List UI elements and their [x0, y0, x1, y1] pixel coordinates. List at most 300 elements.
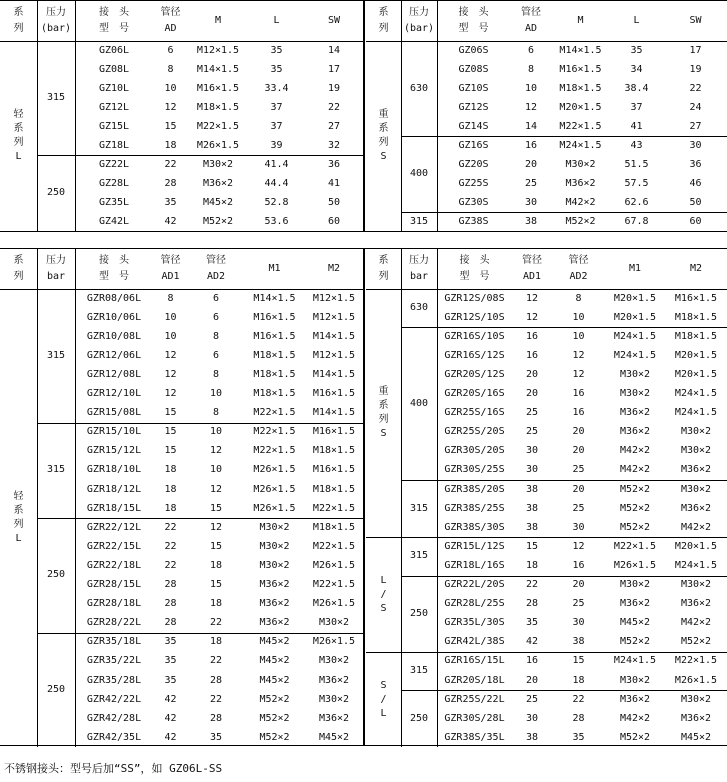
t2-right-cell-m1: M26×1.5 — [613, 559, 657, 571]
t2-left-cell-m2: M16×1.5 — [312, 464, 356, 476]
t2-right-cell-model: GZR16S/10S — [444, 330, 505, 342]
t2-right-cell-m2: M24×1.5 — [674, 407, 718, 419]
t2-right-cell-ad1: 38 — [525, 502, 539, 514]
t2-right-cell-model: GZR30S/20S — [444, 445, 505, 457]
t1-right-cell-l: 35 — [630, 44, 643, 56]
t1-right-cell-sw: 50 — [689, 196, 702, 208]
t2-left-cell-ad2: 10 — [209, 388, 223, 400]
t2-left-cell-model: GZR18/15L — [86, 502, 142, 514]
t2-left-cell-ad2: 22 — [209, 655, 223, 667]
t2-right-cell-ad2: 30 — [572, 521, 585, 533]
t1-left-cell-l: 53.6 — [264, 215, 289, 227]
t1-right-header-series: 系 列 — [378, 7, 389, 34]
t1-right-header-model: 接 头 型 号 — [458, 7, 489, 34]
t2-left-cell-m2: M30×2 — [318, 693, 350, 705]
t2-left-cell-m2: M12×1.5 — [312, 349, 356, 361]
t2-right-cell-m1: M22×1.5 — [613, 540, 657, 552]
t2-right-cell-m2: M20×1.5 — [674, 368, 718, 380]
t2-right-cell-model: GZR28L/25S — [444, 598, 505, 610]
t1-right-cell-m: M18×1.5 — [559, 82, 602, 94]
t2-right-cell-m2: M26×1.5 — [674, 674, 718, 686]
t2-right-cell-m1: M30×2 — [619, 579, 651, 591]
t1-left-cell-sw: 19 — [327, 82, 341, 94]
t2-left-pressure-cell: 250 — [46, 569, 66, 581]
t2-left-cell-m2: M18×1.5 — [312, 521, 356, 533]
t2-left-cell-m2: M22×1.5 — [312, 540, 356, 552]
t1-left-cell-l: 35 — [270, 44, 283, 56]
t2-right-cell-m2: M16×1.5 — [674, 292, 718, 304]
column-divider — [37, 1, 38, 231]
t2-right-cell-m2: M36×2 — [680, 598, 712, 610]
t2-left-cell-ad1: 18 — [164, 483, 177, 495]
t2-right-cell-m1: M52×2 — [619, 483, 651, 495]
t2-left-cell-m2: M14×1.5 — [312, 407, 356, 419]
t2-left-pressure-cell: 315 — [46, 464, 66, 476]
t2-left-cell-model: GZR42/22L — [86, 693, 142, 705]
t2-left-cell-ad2: 18 — [209, 598, 223, 610]
t2-right-cell-m2: M36×2 — [680, 464, 712, 476]
t2-left-cell-ad1: 28 — [164, 617, 177, 629]
t2-left-cell-ad2: 12 — [209, 483, 223, 495]
t2-right-cell-m1: M52×2 — [619, 636, 651, 648]
t2-left-cell-model: GZR28/18L — [86, 598, 142, 610]
t1-right-cell-l: 57.5 — [624, 177, 649, 189]
t1-left-cell-sw: 14 — [327, 44, 341, 56]
t1-left-cell-m: M36×2 — [202, 177, 234, 189]
t1-left-header-tube_od: 管径 AD — [160, 7, 181, 34]
t1-left-cell-l: 35 — [270, 63, 283, 75]
column-divider — [401, 249, 402, 747]
table-light-heavy-connectors — [0, 0, 727, 232]
t2-right-cell-m1: M20×1.5 — [613, 292, 657, 304]
t1-left-cell-tube_od: 22 — [164, 158, 177, 170]
t1-left-cell-tube_od: 18 — [164, 139, 177, 151]
t2-left-cell-ad2: 28 — [209, 712, 223, 724]
t2-right-header-ad1: 管径 AD1 — [522, 255, 542, 282]
t2-right-cell-ad1: 22 — [525, 579, 539, 591]
t2-left-cell-ad1: 22 — [164, 540, 177, 552]
t2-left-cell-m2: M16×1.5 — [312, 426, 356, 438]
t2-right-cell-ad2: 30 — [572, 617, 585, 629]
t1-right-pressure-cell: 630 — [409, 82, 429, 94]
t2-left-cell-ad2: 15 — [209, 502, 223, 514]
t1-right-header-tube_od: 管径 AD — [521, 7, 541, 34]
t2-left-header-m1: M1 — [268, 263, 281, 274]
t2-left-cell-ad1: 42 — [164, 731, 177, 743]
t1-left-cell-l: 37 — [270, 120, 283, 132]
t2-right-pressure-cell: 250 — [409, 712, 429, 724]
t1-right-pressure-cell: 400 — [409, 168, 429, 179]
t2-left-cell-ad2: 8 — [212, 330, 220, 342]
t2-right-cell-m1: M36×2 — [619, 598, 651, 610]
t1-left-pressure-cell: 250 — [46, 187, 66, 198]
t2-left-cell-m2: M14×1.5 — [312, 330, 356, 342]
t2-left-cell-model: GZR10/08L — [86, 330, 142, 342]
t2-left-cell-model: GZR10/06L — [86, 311, 142, 323]
t2-left-header-ad2: 管径 AD2 — [206, 255, 226, 282]
t1-left-series-cell: 轻 系 列 L — [13, 109, 24, 162]
t2-right-cell-ad1: 20 — [525, 674, 539, 686]
t2-right-cell-ad2: 20 — [572, 483, 585, 495]
table-center-divider — [363, 1, 365, 231]
t1-right-header-l: L — [633, 15, 640, 26]
t2-left-cell-ad2: 28 — [209, 674, 223, 686]
t2-left-cell-m1: M26×1.5 — [253, 483, 296, 495]
t1-left-cell-model: GZ15L — [98, 120, 130, 132]
t2-right-cell-ad2: 16 — [572, 559, 585, 571]
t2-left-cell-ad2: 15 — [209, 540, 223, 552]
t2-left-cell-ad2: 18 — [209, 559, 223, 571]
t2-right-cell-ad1: 15 — [525, 540, 539, 552]
t2-left-cell-ad1: 35 — [164, 674, 177, 686]
t2-left-cell-ad1: 10 — [164, 330, 177, 342]
t2-left-cell-model: GZR42/28L — [86, 712, 142, 724]
t2-right-cell-m2: M30×2 — [680, 445, 712, 457]
t2-left-cell-model: GZR28/22L — [86, 617, 142, 629]
t1-right-cell-sw: 46 — [689, 177, 702, 189]
t2-right-header-ad2: 管径 AD2 — [568, 255, 589, 282]
t1-left-header-m: M — [214, 15, 222, 26]
t1-right-cell-model: GZ10S — [458, 82, 489, 94]
t2-right-cell-ad1: 18 — [525, 559, 539, 571]
t1-right-cell-l: 34 — [630, 63, 643, 75]
t1-right-cell-l: 62.6 — [624, 196, 649, 208]
t1-left-header-pressure: 压力 (bar) — [40, 7, 72, 34]
t1-right-cell-model: GZ25S — [458, 177, 489, 189]
t1-left-cell-sw: 60 — [327, 215, 341, 227]
table-center-divider — [363, 249, 365, 745]
t2-left-cell-m2: M14×1.5 — [312, 368, 356, 380]
column-divider — [437, 1, 438, 231]
t1-right-cell-tube_od: 10 — [524, 82, 538, 94]
t2-left-cell-model: GZR22/15L — [86, 540, 142, 552]
t2-right-cell-m1: M52×2 — [619, 502, 651, 514]
t2-right-cell-model: GZR16S/15L — [444, 655, 505, 667]
t2-right-cell-model: GZR16S/12S — [444, 349, 505, 361]
t2-left-cell-model: GZR35/28L — [86, 674, 142, 686]
t2-right-series-cell: L / S — [380, 574, 387, 614]
t2-left-cell-m1: M36×2 — [259, 617, 290, 629]
t2-left-cell-ad2: 8 — [212, 407, 220, 419]
t2-right-cell-ad2: 12 — [572, 349, 585, 361]
t1-left-cell-sw: 41 — [327, 177, 341, 189]
t2-right-cell-model: GZR20S/18L — [444, 674, 505, 686]
t2-right-cell-ad2: 22 — [572, 693, 585, 705]
t2-left-cell-m2: M22×1.5 — [312, 579, 356, 591]
t2-right-cell-m2: M22×1.5 — [674, 655, 718, 667]
t2-right-cell-model: GZR42L/38S — [444, 636, 505, 648]
t2-left-cell-ad1: 18 — [164, 502, 177, 514]
t2-left-header-m2: M2 — [327, 263, 341, 274]
t2-left-cell-m1: M18×1.5 — [253, 388, 296, 400]
t1-left-cell-l: 33.4 — [264, 82, 289, 94]
t2-left-header-model: 接 头 型 号 — [99, 255, 129, 282]
column-divider — [75, 1, 76, 231]
t2-right-cell-ad2: 20 — [572, 445, 585, 457]
t2-right-cell-m1: M42×2 — [619, 712, 651, 724]
t2-right-cell-model: GZR38S/25S — [444, 502, 505, 514]
t1-right-cell-model: GZ16S — [458, 139, 489, 151]
t2-left-cell-model: GZR15/12L — [86, 445, 142, 457]
t2-left-cell-m1: M52×2 — [259, 712, 290, 724]
t1-left-cell-model: GZ08L — [98, 63, 130, 75]
t2-right-cell-ad1: 20 — [525, 388, 539, 400]
t1-right-cell-m: M14×1.5 — [559, 44, 602, 56]
t1-right-cell-l: 51.5 — [624, 158, 649, 170]
t2-left-cell-ad2: 22 — [209, 617, 223, 629]
t1-left-cell-model: GZ42L — [98, 215, 130, 227]
t2-right-cell-model: GZR25S/16S — [444, 407, 505, 419]
t2-right-cell-ad2: 10 — [572, 311, 585, 323]
t2-left-cell-m1: M18×1.5 — [253, 368, 296, 380]
t2-right-cell-ad1: 25 — [525, 426, 539, 438]
t2-left-cell-m1: M45×2 — [259, 655, 290, 667]
t2-left-cell-m1: M26×1.5 — [253, 464, 296, 476]
t2-right-cell-ad2: 25 — [572, 598, 585, 610]
t2-left-header-series: 系 列 — [13, 255, 24, 282]
t2-left-cell-ad1: 35 — [164, 655, 177, 667]
t1-left-cell-m: M18×1.5 — [196, 101, 240, 113]
t2-right-cell-ad2: 16 — [572, 388, 585, 400]
t2-right-cell-m1: M24×1.5 — [613, 349, 657, 361]
t1-left-cell-m: M12×1.5 — [196, 44, 240, 56]
t2-right-cell-ad2: 8 — [575, 292, 582, 304]
t2-right-cell-ad1: 30 — [525, 445, 539, 457]
t2-left-cell-model: GZR35/18L — [86, 636, 142, 648]
t1-right-cell-tube_od: 12 — [524, 101, 538, 113]
t1-left-cell-tube_od: 28 — [164, 177, 177, 189]
t2-right-cell-m2: M24×1.5 — [674, 559, 718, 571]
t2-left-cell-ad2: 6 — [212, 292, 220, 304]
t2-right-cell-ad1: 38 — [525, 731, 539, 743]
t1-right-cell-m: M22×1.5 — [559, 120, 602, 132]
t2-right-series-cell: S / L — [380, 679, 387, 719]
t2-right-cell-model: GZR18L/16S — [444, 559, 505, 571]
t2-left-cell-ad1: 22 — [164, 521, 177, 533]
t1-left-cell-model: GZ22L — [98, 158, 130, 170]
t2-left-cell-model: GZR22/12L — [86, 521, 142, 533]
t1-right-cell-model: GZ30S — [458, 196, 489, 208]
t2-right-cell-m1: M36×2 — [619, 407, 651, 419]
t2-right-cell-ad1: 38 — [525, 521, 539, 533]
t2-left-cell-model: GZR18/10L — [86, 464, 142, 476]
t1-right-cell-model: GZ38S — [458, 215, 489, 227]
t1-right-header-m: M — [577, 15, 584, 26]
t1-right-cell-m: M24×1.5 — [559, 139, 602, 151]
t2-left-cell-ad2: 15 — [209, 579, 223, 591]
t2-left-cell-m2: M36×2 — [318, 712, 350, 724]
t2-right-cell-ad1: 12 — [525, 292, 539, 304]
t2-right-cell-model: GZR20S/16S — [444, 388, 505, 400]
footer-note: 不锈钢接头：型号后加“SS”，如 GZ06L-SS — [4, 762, 223, 775]
t1-right-cell-model: GZ20S — [458, 158, 489, 170]
t2-left-cell-model: GZR35/22L — [86, 655, 142, 667]
t2-left-cell-model: GZR12/08L — [86, 368, 142, 380]
t1-left-cell-tube_od: 35 — [164, 196, 177, 208]
t2-right-header-m2: M2 — [689, 263, 703, 274]
t2-right-cell-model: GZR12S/08S — [444, 292, 505, 304]
t2-left-cell-ad1: 42 — [164, 693, 177, 705]
t2-left-cell-ad1: 18 — [164, 464, 177, 476]
t2-left-cell-ad2: 8 — [212, 368, 220, 380]
t1-left-cell-model: GZ12L — [98, 101, 130, 113]
t2-left-cell-ad1: 12 — [164, 368, 177, 380]
t2-left-cell-m2: M30×2 — [318, 617, 350, 629]
t2-left-cell-ad2: 6 — [212, 311, 220, 323]
t2-left-cell-model: GZR28/15L — [86, 579, 142, 591]
t1-left-cell-model: GZ10L — [98, 82, 130, 94]
t2-right-cell-ad1: 28 — [525, 598, 539, 610]
table-reducing-connectors — [0, 248, 727, 746]
t1-left-cell-m: M45×2 — [202, 196, 234, 208]
t1-left-cell-m: M16×1.5 — [196, 82, 240, 94]
t2-right-cell-model: GZR20S/12S — [444, 368, 505, 380]
t2-right-cell-ad1: 30 — [525, 464, 539, 476]
t2-right-cell-model: GZR38S/20S — [444, 483, 505, 495]
t1-right-cell-sw: 30 — [689, 139, 702, 151]
t1-right-cell-sw: 60 — [689, 215, 702, 227]
t2-left-cell-m2: M26×1.5 — [312, 598, 356, 610]
t1-right-cell-tube_od: 30 — [524, 196, 538, 208]
t2-left-cell-m2: M30×2 — [318, 655, 350, 667]
t2-right-cell-model: GZR30S/28L — [444, 712, 505, 724]
t2-left-cell-m1: M52×2 — [259, 693, 290, 705]
t2-right-cell-m2: M20×1.5 — [674, 349, 718, 361]
t2-right-pressure-cell: 630 — [409, 302, 429, 314]
t1-left-cell-sw: 50 — [327, 196, 341, 208]
t2-left-cell-ad2: 18 — [209, 636, 223, 648]
t2-right-cell-m1: M52×2 — [619, 731, 651, 743]
t1-right-cell-tube_od: 16 — [524, 139, 538, 151]
t1-right-cell-l: 67.8 — [624, 215, 649, 227]
t1-right-cell-tube_od: 14 — [524, 120, 538, 132]
t2-left-cell-m1: M22×1.5 — [253, 407, 296, 419]
t2-right-cell-model: GZR22L/20S — [444, 579, 505, 591]
t2-left-cell-ad1: 42 — [164, 712, 177, 724]
t2-left-cell-ad1: 28 — [164, 598, 177, 610]
t2-right-cell-ad2: 20 — [572, 426, 585, 438]
t1-right-cell-model: GZ06S — [458, 44, 489, 56]
t2-right-pressure-cell: 315 — [409, 664, 429, 676]
t2-right-cell-ad1: 30 — [525, 712, 539, 724]
t2-right-cell-m2: M36×2 — [680, 712, 712, 724]
t2-right-cell-model: GZR12S/10S — [444, 311, 505, 323]
t2-right-cell-m1: M24×1.5 — [613, 330, 657, 342]
t2-right-cell-model: GZR35L/30S — [444, 617, 505, 629]
column-divider — [37, 249, 38, 747]
t1-right-cell-l: 41 — [630, 120, 643, 132]
t1-right-cell-model: GZ08S — [458, 63, 489, 75]
t1-left-cell-m: M26×1.5 — [196, 139, 240, 151]
t2-right-cell-ad1: 16 — [525, 330, 539, 342]
t1-right-cell-m: M42×2 — [565, 196, 596, 208]
t2-left-cell-m1: M16×1.5 — [253, 330, 296, 342]
t2-left-cell-m1: M36×2 — [259, 598, 290, 610]
t1-left-cell-m: M14×1.5 — [196, 63, 240, 75]
t2-right-cell-m2: M42×2 — [680, 521, 712, 533]
t2-right-cell-m1: M42×2 — [619, 445, 651, 457]
t1-left-header-model: 接 头 型 号 — [99, 7, 129, 34]
t1-right-cell-l: 43 — [630, 139, 643, 151]
t2-right-cell-m2: M30×2 — [680, 579, 712, 591]
t1-right-pressure-cell: 315 — [409, 215, 429, 227]
t1-right-cell-sw: 24 — [689, 101, 702, 113]
t2-left-cell-m1: M45×2 — [259, 636, 290, 648]
t2-right-cell-m2: M52×2 — [680, 636, 712, 648]
t1-right-cell-l: 37 — [630, 101, 643, 113]
t1-right-cell-sw: 27 — [689, 120, 702, 132]
t2-left-cell-m2: M18×1.5 — [312, 483, 356, 495]
t2-right-cell-m1: M52×2 — [619, 521, 651, 533]
t2-right-cell-m2: M45×2 — [680, 731, 712, 743]
t1-left-cell-sw: 27 — [327, 120, 341, 132]
column-divider — [75, 249, 76, 747]
t2-left-cell-ad1: 12 — [164, 349, 177, 361]
t1-left-cell-l: 44.4 — [264, 177, 289, 189]
t1-left-cell-l: 39 — [270, 139, 283, 151]
t2-left-cell-m2: M45×2 — [318, 731, 350, 743]
t2-left-cell-m2: M22×1.5 — [312, 502, 356, 514]
t2-right-cell-m2: M18×1.5 — [674, 311, 718, 323]
t2-left-series-cell: 轻 系 列 L — [13, 491, 24, 545]
t1-right-header-sw: SW — [689, 15, 702, 26]
t1-left-cell-sw: 36 — [327, 158, 341, 170]
t1-right-header-pressure: 压力 (bar) — [403, 7, 435, 34]
t2-left-cell-ad2: 12 — [209, 521, 223, 533]
t2-right-cell-model: GZR25S/22L — [444, 693, 505, 705]
t2-right-cell-m1: M24×1.5 — [613, 655, 657, 667]
t2-right-cell-m2: M30×2 — [680, 483, 712, 495]
t2-right-header-pressure: 压力 bar — [409, 255, 429, 282]
t2-left-cell-m1: M18×1.5 — [253, 349, 296, 361]
t2-right-series-cell: 重 系 列 S — [378, 386, 389, 440]
t1-left-cell-m: M52×2 — [202, 215, 234, 227]
t2-right-pressure-cell: 315 — [409, 550, 429, 562]
t2-left-cell-ad2: 6 — [212, 349, 220, 361]
t2-right-cell-model: GZR25S/20S — [444, 426, 505, 438]
t1-left-cell-tube_od: 42 — [164, 215, 177, 227]
t2-left-cell-m2: M16×1.5 — [312, 388, 356, 400]
t1-right-cell-tube_od: 8 — [527, 63, 535, 75]
t2-right-cell-ad2: 16 — [572, 407, 585, 419]
t2-right-cell-ad2: 20 — [572, 579, 585, 591]
t2-left-cell-ad2: 22 — [209, 693, 223, 705]
t2-right-cell-m2: M18×1.5 — [674, 330, 718, 342]
t2-left-cell-model: GZR15/08L — [86, 407, 142, 419]
t2-right-cell-m1: M30×2 — [619, 368, 651, 380]
t1-left-cell-tube_od: 8 — [167, 63, 174, 75]
t1-left-header-l: L — [273, 15, 280, 26]
t2-left-cell-model: GZR22/18L — [86, 559, 142, 571]
t2-right-cell-ad2: 10 — [572, 330, 585, 342]
t2-right-cell-ad1: 25 — [525, 407, 539, 419]
t1-left-cell-m: M22×1.5 — [196, 120, 240, 132]
t2-left-cell-m1: M30×2 — [259, 559, 290, 571]
t1-right-series-cell: 重 系 列 S — [378, 109, 389, 162]
t1-right-cell-sw: 22 — [689, 82, 702, 94]
t2-left-cell-ad1: 35 — [164, 636, 177, 648]
t2-right-cell-m1: M30×2 — [619, 674, 651, 686]
t1-right-cell-tube_od: 25 — [524, 177, 538, 189]
t2-right-cell-ad2: 15 — [572, 655, 585, 667]
t2-left-cell-m2: M12×1.5 — [312, 292, 356, 304]
t2-left-pressure-cell: 250 — [46, 684, 66, 696]
t2-right-cell-m1: M20×1.5 — [613, 311, 657, 323]
t1-left-cell-l: 41.4 — [264, 158, 289, 170]
t1-right-cell-m: M20×1.5 — [559, 101, 602, 113]
t1-left-cell-l: 37 — [270, 101, 283, 113]
t1-left-cell-sw: 17 — [327, 63, 341, 75]
